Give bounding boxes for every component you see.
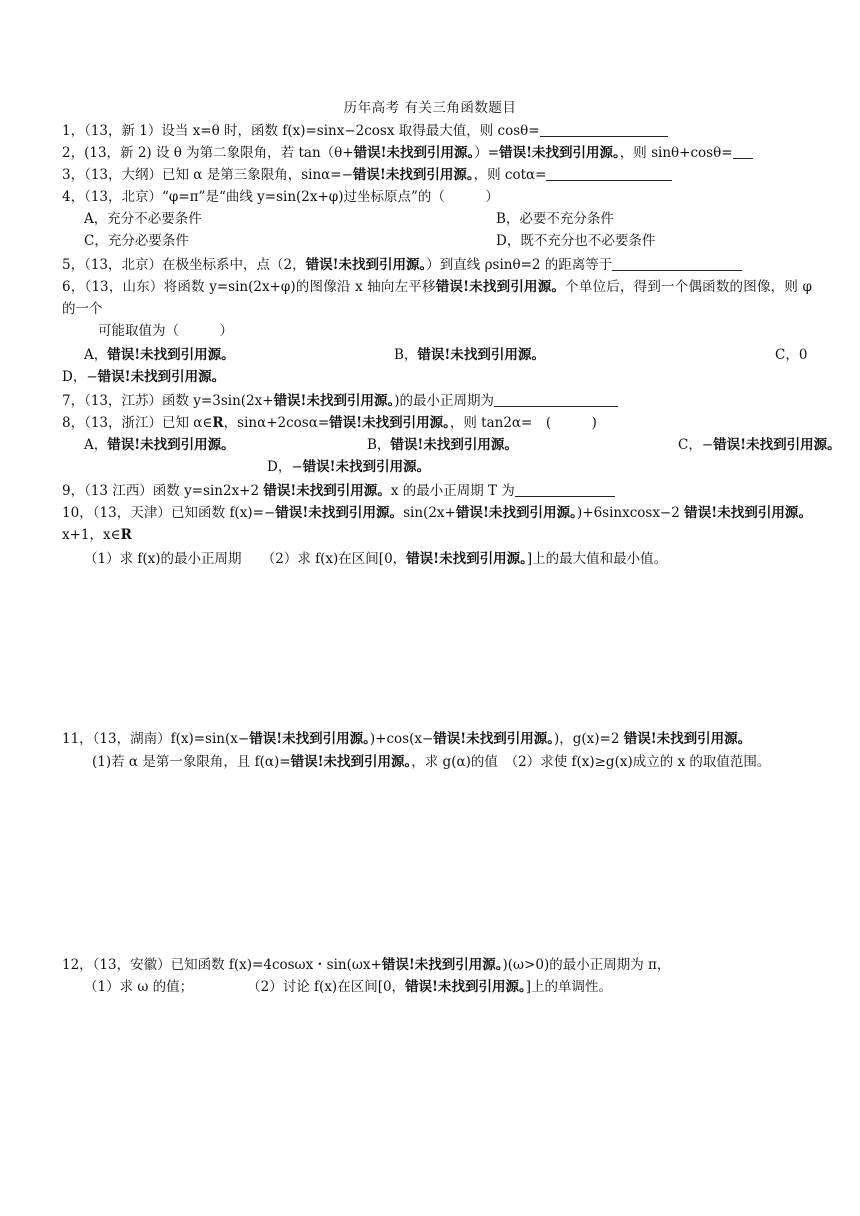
question-5: 5，（13，北京）在极坐标系中，点（2，错误!未找到引用源。）到直线 ρsinθ=2 的距离等于 [62,254,812,276]
option-a: A，错误!未找到引用源。 [84,437,235,453]
question-3: 3，（13，大纲）已知 α 是第三象限角，sinα=−错误!未找到引用源。，则 cotα= [62,164,812,186]
error-ref: 错误!未找到引用源。 [275,505,404,521]
question-1: 1，（13，新 1）设当 x=θ 时，函数 f(x)=sinx−2cosx 取得最大值，则 cosθ= [62,120,812,142]
option-b: B，必要不充分条件 [496,211,614,227]
error-ref: 错误!未找到引用源。 [381,957,503,973]
answer-blank [494,392,618,407]
question-2: 2，(13，新 2) 设 θ 为第二象限角，若 tan（θ+错误!未找到引用源。）=错误!未找到引用源。，则 sinθ+cosθ= [62,142,812,164]
error-ref: 错误!未找到引用源。 [97,369,226,385]
option-c: C，−错误!未找到引用源。 [678,437,841,453]
error-ref: 错误!未找到引用源。 [499,145,620,161]
error-ref: 错误!未找到引用源。 [273,393,395,409]
question-4: 4，（13，北京）“φ=π”是“曲线 y=sin(2x+φ)过坐标原点”的（ ） [62,189,499,205]
error-ref: 错误!未找到引用源。 [329,415,450,431]
question-6-option-d: D，−错误!未找到引用源。 [62,369,226,385]
question-8: 8，（13，浙江）已知 α∈R，sinα+2cosα=错误!未找到引用源。，则 tan2α= ( ) [62,415,597,431]
error-ref: 错误!未找到引用源。 [684,505,812,521]
error-ref: 错误!未找到引用源。 [433,731,554,747]
option-d: D，−错误!未找到引用源。 [267,459,431,475]
answer-blank [540,122,668,137]
option-c: C，充分必要条件 [84,233,189,249]
question-11-parts: (1)若 α 是第一象限角，且 f(α)=错误!未找到引用源。，求 g(α)的值 （2）求使 f(x)≥g(x)成立的 x 的取值范围。 [92,754,771,770]
answer-blank [546,166,672,181]
answer-blank [733,144,753,159]
answer-blank [612,256,742,271]
option-b: B，错误!未找到引用源。 [367,437,518,453]
error-ref: 错误!未找到引用源。 [623,731,752,747]
question-6: 6，（13，山东）将函数 y=sin(2x+φ)的图像沿 x 轴向左平移错误!未找到引用源。个单位后，得到一个偶函数的图像，则 φ 的一个 [62,279,812,317]
error-ref: 错误!未找到引用源。 [353,145,475,161]
error-ref: 错误!未找到引用源。 [305,257,427,273]
error-ref: 错误!未找到引用源。 [352,167,474,183]
option-b: B，错误!未找到引用源。 [394,347,545,363]
error-ref: 错误!未找到引用源。 [249,731,370,747]
question-10-parts: （1）求 f(x)的最小正周期 （2）求 f(x)在区间[0，错误!未找到引用源。]上的最大值和最小值。 [84,551,668,567]
document-title: 历年高考 有关三角函数题目 [343,100,517,116]
error-ref: 错误!未找到引用源。 [435,279,566,295]
error-ref: 错误!未找到引用源。 [455,505,577,521]
option-a: A，充分不必要条件 [84,211,202,227]
error-ref: 错误!未找到引用源。 [405,979,526,995]
question-7: 7，（13，江苏）函数 y=3sin(2x+错误!未找到引用源。)的最小正周期为 [62,390,812,412]
answer-blank [515,482,615,497]
question-12-parts: （1）求 ω 的值； （2）讨论 f(x)在区间[0，错误!未找到引用源。]上的单调性。 [84,979,613,995]
question-6-continuation: 可能取值为（ ） [98,323,233,339]
error-ref: 错误!未找到引用源。 [263,483,391,499]
question-11: 11，（13，湖南）f(x)=sin(x−错误!未找到引用源。)+cos(x−错误!未找到引用源。)，g(x)=2 错误!未找到引用源。 [62,731,752,747]
option-c: C，0 [775,347,808,363]
error-ref: 错误!未找到引用源。 [290,754,412,770]
option-d: D，既不充分也不必要条件 [496,233,656,249]
option-a: A，错误!未找到引用源。 [84,347,235,363]
error-ref: 错误!未找到引用源。 [406,551,527,567]
question-12: 12，（13，安徽）已知函数 f(x)=4cosωx・sin(ωx+错误!未找到引用源。)(ω>0)的最小正周期为 π， [62,957,671,973]
question-9: 9，（13 江西）函数 y=sin2x+2 错误!未找到引用源。x 的最小正周期 T 为 [62,480,812,502]
question-10: 10，（13，天津）已知函数 f(x)=−错误!未找到引用源。sin(2x+错误!未找到引用源。)+6sinxcosx−2 错误!未找到引用源。x+1，x∈R [62,505,812,543]
